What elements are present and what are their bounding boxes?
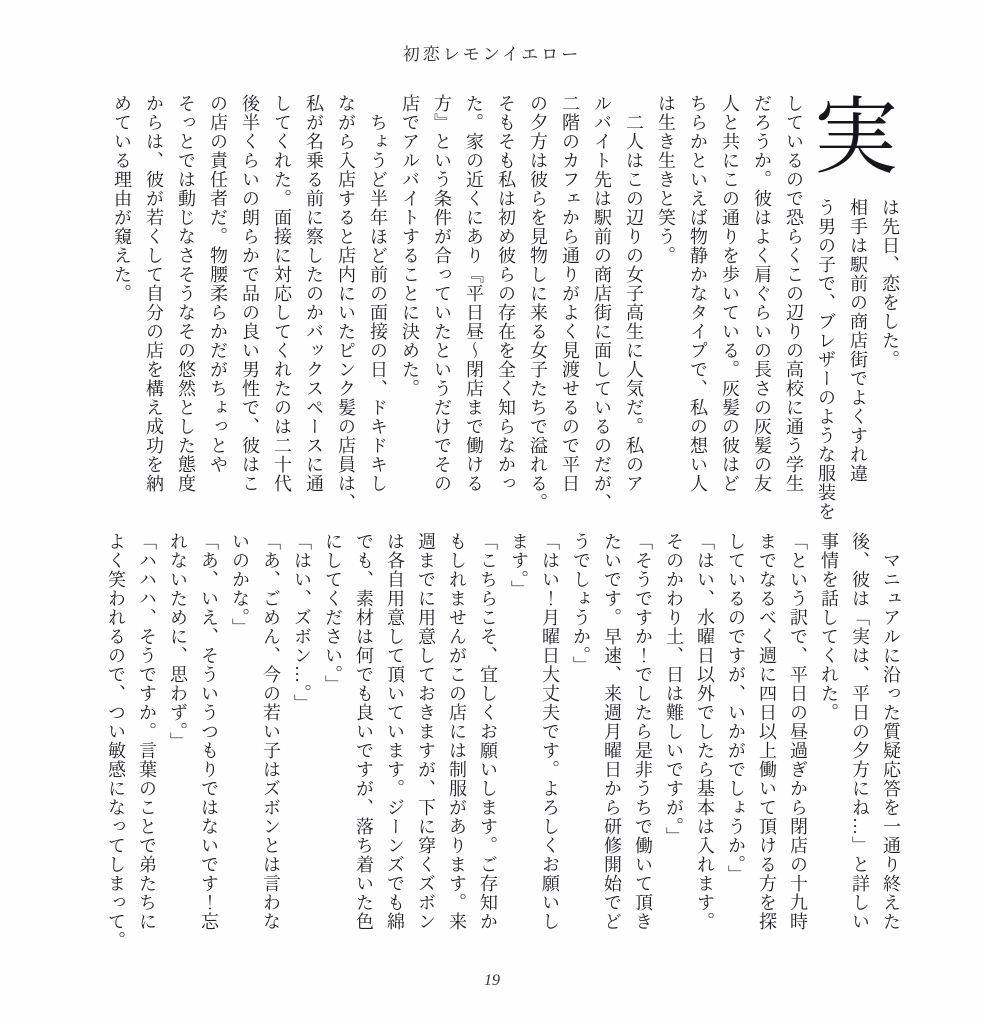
text-column: 相手は駅前の商店街でよくすれ違 [848,198,868,483]
text-column: いのかな。」 [230,532,250,637]
text-column: ルバイト先は駅前の商店街に面しているのだが、 [592,94,612,512]
text-column: うでしょうか。」 [571,532,591,675]
text-column: は各自用意して頂いています。ジーンズでも綿 [385,532,405,931]
text-column: してくれた。面接に対応してくれたのは二十代 [272,94,292,493]
text-column: そもそも私は初め彼らの存在を全く知らなかっ [496,94,516,493]
text-column: 店でアルバイトすることに決めた。 [400,94,420,398]
text-column: れないために、思わず。」 [168,532,188,751]
text-column: めている理由が窺えた。 [112,94,132,303]
text-column: 「はい、水曜日以外でしたら基本は入れます。 [695,532,715,931]
text-column: そっとでは動じなさそうなその悠然とした態度 [176,94,196,493]
text-column: マニュアルに沿った質疑応答を一通り終えた [881,532,901,931]
text-column: 二人はこの辺りの女子高生に人気だ。私のア [624,94,644,493]
text-column: の店の責任者だ。物腰柔らかだがちょっとや [208,94,228,474]
lower-text-block [90,532,906,950]
text-column: しているので恐らくこの辺りの高校に通う学生 [784,94,804,493]
upper-columns-container [90,94,906,521]
drop-cap-character: 実 [813,92,898,185]
text-column: 私が名乗る前に察したのかバックスペースに通 [304,94,324,493]
text-column: 「あ、いえ、そういうつもりではないです！忘 [199,532,219,931]
text-column: ながら入店すると店内にいたピンク髪の店員は、 [336,94,356,512]
text-column: 「こちらこそ、宜しくお願いします。ご存知か [478,532,498,931]
text-column: ちょうど半年ほど前の面接の日、ドキドキし [368,94,388,493]
text-column: 人と共にこの通りを歩いている。灰髪の彼はど [720,94,740,493]
text-column: 週までに用意しておきますが、下に穿くズボン [416,532,436,931]
lower-columns-container [90,532,906,950]
text-column: たいです。早速、来週月曜日から研修開始でど [602,532,622,931]
text-column: そのかわり土、日は難しいですが。」 [664,532,684,846]
text-column: にしてください。」 [323,532,343,694]
text-column: た。家の近くにあり『平日昼〜閉店まで働ける [464,94,484,493]
text-column: 事情を話してくれた。 [819,532,839,722]
text-column: からは、彼が若くして自分の店を構え成功を納 [144,94,164,493]
text-column: 二階のカフェから通りがよく見渡せるので平日 [560,94,580,493]
text-column: までなるべく週に四日以上働いて頂ける方を探 [757,532,777,931]
text-column: 「そうですか！でしたら是非うちで働いて頂き [633,532,653,931]
text-column: の夕方は彼らを見物しに来る女子たちで溢れる。 [528,94,548,512]
page-header-title: 初恋レモンイエロー [402,45,582,64]
text-column: よく笑われるので、つい敏感になってしまって。 [106,532,126,950]
page-number: 19 [484,972,500,989]
text-column: 後半くらいの朗らかで品の良い男性で、彼はこ [240,94,260,493]
text-column: 方』という条件が合っていたというだけでその [432,94,452,493]
text-column: う男の子で、ブレザーのような服装を [816,198,836,521]
text-column: 「という訳で、平日の昼過ぎから閉店の十九時 [788,532,808,931]
text-column: は生き生きと笑う。 [656,94,676,265]
text-column: 後、彼は「実は、平日の夕方にね…」と詳しい [850,532,870,931]
text-column: もしれませんがこの店には制服があります。来 [447,532,467,931]
text-column: ちらかといえば物静かなタイプで、私の想い人 [688,94,708,493]
upper-text-block [90,92,906,521]
text-column: 「はい！月曜日大丈夫です。よろしくお願いし [540,532,560,931]
text-column: 「あ、ごめん、今の若い子はズボンとは言わな [261,532,281,931]
text-column: 「はい、ズボン…。」 [292,532,312,713]
text-column: だろうか。彼はよく肩ぐらいの長さの灰髪の友 [752,94,772,493]
text-column: 「ハハハ、そうですか。言葉のことで弟たちに [137,532,157,931]
text-column: ます。」 [509,532,529,599]
text-column: しているのですが、いかがでしょうか。」 [726,532,746,884]
text-column: は先日、恋をした。 [880,198,900,369]
text-column: でも、素材は何でも良いですが、落ち着いた色 [354,532,374,931]
